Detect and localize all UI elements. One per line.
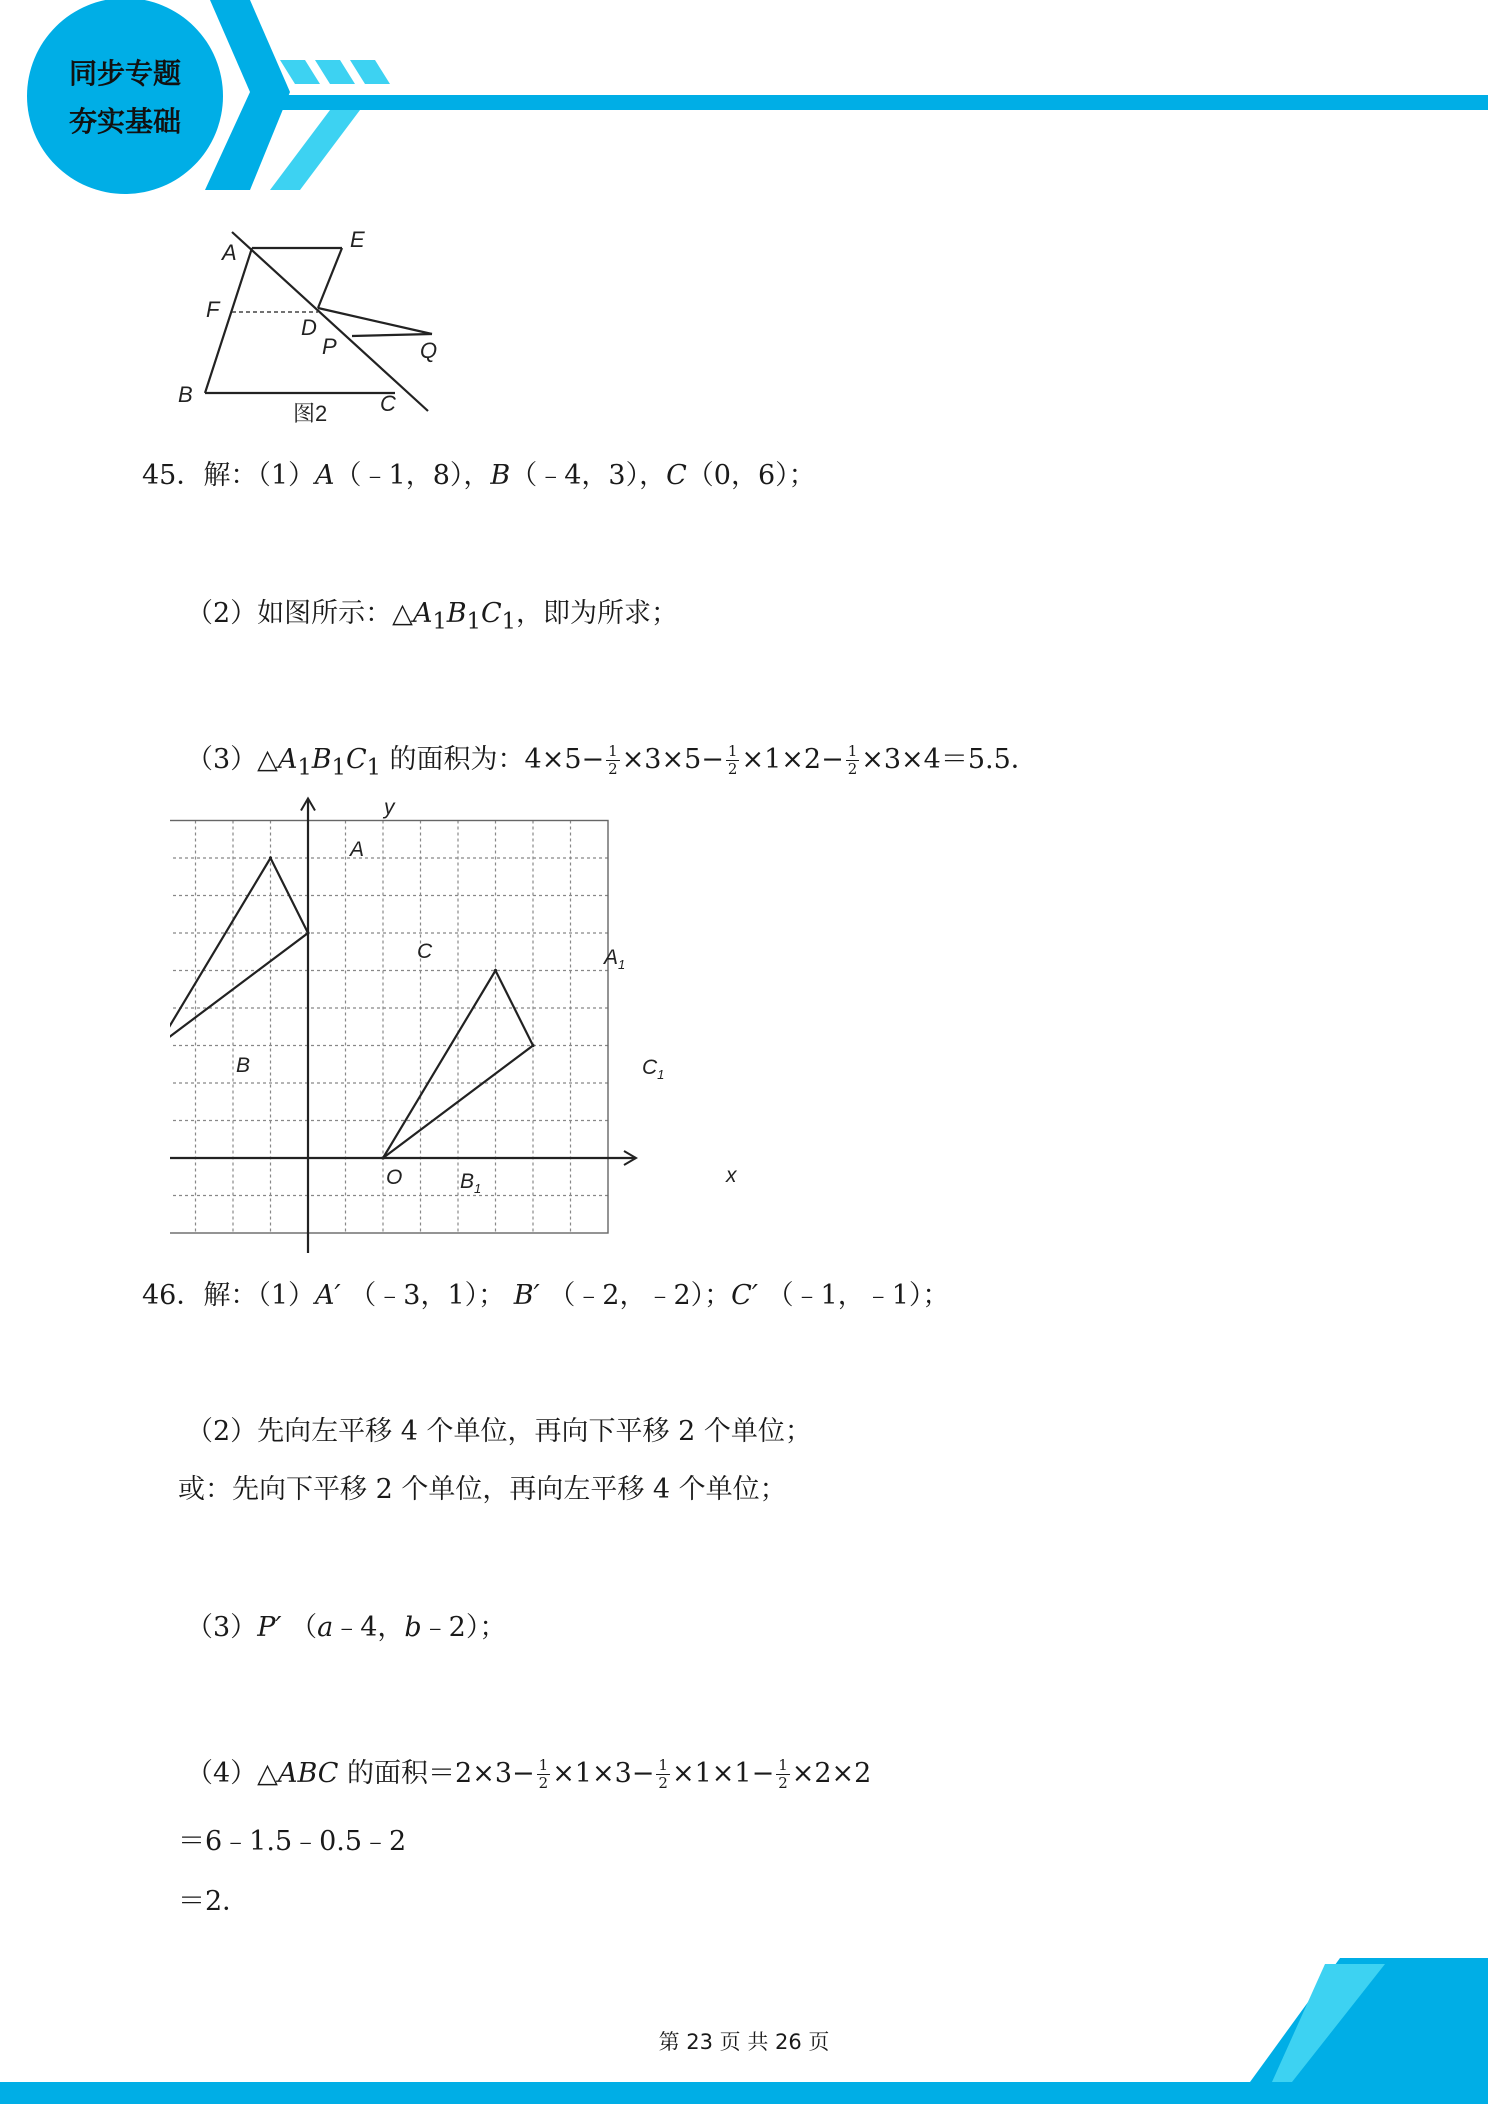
q45-part-3: $(3)\triangle A_1B_1C_1$ 的面积为：4×5− $\frac{1}{2}$ ×3×5− $\frac{1}{2}$ ×1×2− $\frac{1}{2}$ ×3×4＝5.5．: [186, 742, 1038, 781]
fraction-half: $\frac{1}{2}$: [847, 742, 858, 778]
fig2-label-e: E: [350, 227, 365, 252]
q45-part-2: （2）如图所示：$\triangle A_1B_1C_1$，即为所求；: [186, 598, 678, 635]
figure-2: [170, 225, 460, 435]
fig2-line-diagonal: [232, 232, 428, 411]
fig2-label-a: A: [222, 240, 237, 265]
q46-part-4-line-3: ＝2．: [178, 1886, 250, 1917]
point-label-b1: $B_1$: [460, 1170, 482, 1196]
point-label-a: A: [350, 838, 365, 861]
coordinate-grid-chart: [170, 790, 760, 1260]
fig2-label-c: C: [380, 391, 396, 416]
vertex-point: [269, 856, 272, 859]
badge-line-1: 同步专题: [68, 57, 181, 90]
fig2-label-f: F: [206, 297, 220, 322]
q45-line-1: 45．解：（1）A（﹣1，8），B（﹣4，3），C（0，6）；: [142, 460, 816, 491]
q46-part-3: （3）P′ （a﹣4，b﹣2）；: [186, 1612, 507, 1643]
q46-line-1: 46．解：（1）A′ （﹣3，1）； B′ （﹣2，﹣2）；C′ （﹣1，﹣1）；: [142, 1280, 950, 1311]
vertex-point: [306, 931, 309, 934]
fig2-caption: 图2: [293, 401, 328, 426]
axis-label-y: y: [384, 796, 395, 819]
badge-line-2: 夯实基础: [68, 105, 181, 138]
triangle-a1b1c1: [383, 971, 533, 1159]
fig2-label-b: B: [178, 382, 193, 407]
q46-part-4: （4）△ABC 的面积＝2×3− $\frac{1}{2}$ ×1×3− $\frac{1}{2}$ ×1×1− $\frac{1}{2}$ ×2×2: [186, 1756, 872, 1792]
q45-number: 45．解：: [142, 460, 258, 491]
header-badge: [27, 50, 223, 146]
fig2-label-q: Q: [420, 338, 438, 363]
fig2-line-ed: [318, 248, 342, 308]
origin-label: O: [386, 1166, 403, 1189]
footer-decoration: [0, 1958, 1488, 2104]
fig2-line-pq: [352, 334, 432, 336]
header-decoration: [0, 0, 1488, 200]
q46-part-2b: 或：先向下平移 2 个单位，再向左平移 4 个单位；: [178, 1474, 787, 1505]
fraction-half: $\frac{1}{2}$: [778, 1756, 788, 1792]
q46-part-4-line-2: ＝6﹣1.5﹣0.5﹣2: [178, 1826, 407, 1857]
fraction-half: $\frac{1}{2}$: [538, 1756, 549, 1792]
page-number: 第 23 页 共 26 页: [658, 2030, 830, 2054]
point-label-c: C: [417, 940, 433, 963]
fraction-half: $\frac{1}{2}$: [727, 742, 738, 778]
vertex-point: [381, 1156, 384, 1159]
point-label-a1: $A_1$: [604, 946, 626, 972]
triangle-abc: [170, 858, 308, 1046]
fraction-half: $\frac{1}{2}$: [608, 742, 618, 778]
q46-number: 46．解：: [142, 1280, 258, 1311]
q46-part-2: （2）先向左平移 4 个单位，再向下平移 2 个单位；: [186, 1416, 812, 1447]
vertex-point: [494, 969, 497, 972]
fraction-half: $\frac{1}{2}$: [658, 1756, 668, 1792]
fig2-label-p: P: [322, 334, 337, 359]
fig2-line-dq: [318, 308, 432, 334]
axis-label-x: x: [726, 1164, 737, 1187]
point-label-c1: $C_1$: [642, 1056, 665, 1082]
point-label-b: B: [236, 1054, 251, 1077]
vertex-point: [531, 1044, 534, 1047]
fig2-label-d: D: [301, 315, 317, 340]
